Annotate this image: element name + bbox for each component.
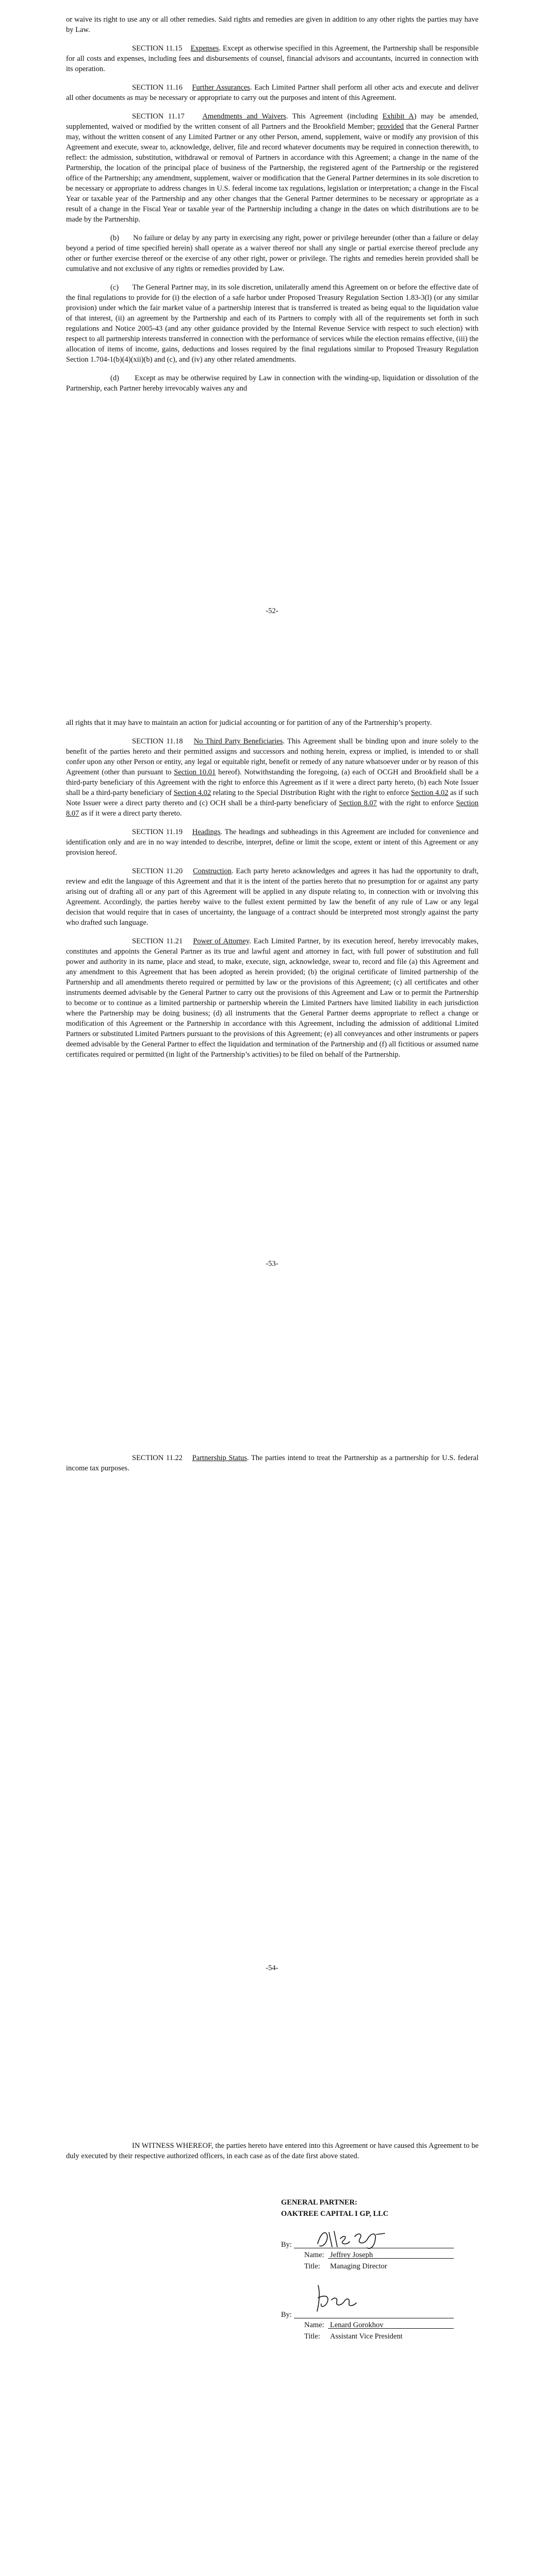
signature-jeffrey-joseph xyxy=(314,2223,391,2254)
signer-title: Assistant Vice President xyxy=(330,2332,403,2341)
page-number: -54- xyxy=(266,1964,278,1972)
section-11-15: SECTION 11.15 Expenses. Except as otherwise specified in this Agreement, the Partnership shall be responsible for all costs and expenses, including fees and disbursements of counsel, financial advisors and accountants, incurred in connection with its operation. xyxy=(66,44,479,73)
name-label: Name: xyxy=(304,2251,324,2259)
by-label: By: xyxy=(281,2241,292,2249)
title-label: Title: xyxy=(304,2262,320,2270)
paragraph-d: (d) Except as may be otherwise required by Law in connection with the winding-up, liquidation or dissolution of the Partnership, each Partner hereby irrevocably waives any and xyxy=(66,374,479,393)
section-11-17: SECTION 11.17 Amendments and Waivers. This Agreement (including Exhibit A) may be amended, supplemented, waived or modified by the written consent of all Partners and the Brookfield Member; provided that the General Partner may, without the written consent of any Limited Partner or any other Person, amend, supplement, waive or modify any provision of this Agreement and execute, swear to, acknowledge, deliver, file and record whatever documents may be required in connection therewith, to reflect: the admission, substitution, withdrawal or removal of Partners in accordance with this Agreement; a change in the name of the Partnership, the location of the principal place of business of the Partnership, the registered agent of the Partnership or the registered office of the Partnership; any amendment, supplement, waiver or modification that the General Partner determines in its sole discretion to be necessary or appropriate to address changes in U.S. federal income tax regulations, legislation or interpretation; a change in the Fiscal Year or taxable year of the Partnership and any other changes that the General Partner determines to be necessary or appropriate as a result of a change in the Fiscal Year or taxable year of the Partnership including a change in the dates on which distributions are to be made by the Partnership. xyxy=(66,112,479,224)
title-label: Title: xyxy=(304,2332,320,2341)
section-11-16: SECTION 11.16 Further Assurances. Each Limited Partner shall perform all other acts and execute and deliver all other documents as may be necessary or appropriate to carry out the purposes and intent of this Agreement. xyxy=(66,83,479,102)
paragraph-c: (c) The General Partner may, in its sole discretion, unilaterally amend this Agreement on or before the effective date of the final regulations to provide for (i) the election of a safe harbor under Proposed Treasury Regulation Section 1.83-3(l) (or any similar provision) under which the fair market value of a partnership interest that is transferred is treated as being equal to the liquidation value of that interest, (ii) an agreement by the Partnership and each of its Partners to comply with all of the requirements set forth in such regulations and Notice 2005-43 (and any other guidance provided by the Internal Revenue Service with respect to such election) with respect to all partnership interests transferred in connection with the performance of services while the election remains effective, (iii) the allocation of items of income, gains, deductions and losses required by the final regulations similar to Proposed Treasury Regulation Section 1.704-1(b)(4)(xii)(b) and (c), and (iv) any other related amendments. xyxy=(66,283,479,364)
paragraph-top: or waive its right to use any or all other remedies. Said rights and remedies are given in addition to any other rights the parties may have by Law. xyxy=(66,15,479,34)
page-53 xyxy=(0,703,544,1406)
page-54 xyxy=(0,1406,544,2110)
witness-paragraph: IN WITNESS WHEREOF, the parties hereto have entered into this Agreement or have caused this Agreement to be duly executed by their respective authorized officers, in each case as of the date first above stated. xyxy=(66,2142,479,2160)
section-11-21: SECTION 11.21 Power of Attorney. Each Limited Partner, by its execution hereof, hereby irrevocably makes, constitutes and appoints the General Partner as its true and lawful agent and attorney in fact, with full power of substitution and full power and authority in its name, place and stead, to make, execute, sign, acknowledge, swear to, record and file (a) this Agreement and any amendment to this Agreement that has been adopted as herein provided; (b) the original certificate of limited partnership of the Partnership and all amendments thereto required or permitted by law or the provisions of this Agreement; (c) all certificates and other instruments deemed advisable by the General Partner to carry out the provisions of this Agreement and Law or to permit the Partnership to become or to continue as a limited partnership or partnership wherein the Limited Partners have limited liability in each jurisdiction where the Partnership may be doing business; (d) all instruments that the General Partner deems appropriate to reflect a change or modification of this Agreement or the Partnership in accordance with this Agreement, including the admission of additional Limited Partners or substituted Limited Partners pursuant to the provisions of this Agreement; (e) all conveyances and other instruments or papers deemed advisable by the General Partner to effect the liquidation and termination of the Partnership and (f) all fictitious or assumed name certificates required or permitted (in light of the Partnership’s activities) to be filed on behalf of the Partnership. xyxy=(66,937,479,1059)
name-label: Name: xyxy=(304,2321,324,2329)
by-label: By: xyxy=(281,2311,292,2319)
signature-lenard-gorokhov xyxy=(312,2282,369,2314)
section-11-18: SECTION 11.18 No Third Party Beneficiaries. This Agreement shall be binding upon and inure solely to the benefit of the parties hereto and their permitted assigns and successors and nothing herein, express or implied, is intended to or shall confer upon any other Person or entity, any legal or equitable right, benefit or remedy of any nature whatsoever under or by reason of this Agreement (other than pursuant to Section 10.01 hereof). Notwithstanding the foregoing, (a) each of OCGH and Brookfield shall be a third-party beneficiary of this Agreement with the right to enforce this Agreement as if it were a direct party hereto, (b) each Note Issuer shall be a third-party beneficiary of Section 4.02 relating to the Special Distribution Right with the right to enforce Section 4.02 as if such Note Issuer were a direct party thereto and (c) OCH shall be a third-party beneficiary of Section 8.07 with the right to enforce Section 8.07 as if it were a direct party thereto. xyxy=(66,737,479,818)
page-number: -52- xyxy=(266,607,278,615)
signer-title: Managing Director xyxy=(330,2262,387,2270)
paragraph-top: all rights that it may have to maintain an action for judicial accounting or for partition of any of the Partnership’s property. xyxy=(66,719,432,727)
section-11-19: SECTION 11.19 Headings. The headings and subheadings in this Agreement are included for convenience and identification only and are in no way intended to describe, interpret, define or limit the scope, extent or intent of this Agreement or any provision hereof. xyxy=(66,828,479,857)
signer-name: Lenard Gorokhov xyxy=(330,2321,384,2329)
name-line xyxy=(328,2258,454,2259)
section-11-20: SECTION 11.20 Construction. Each party hereto acknowledges and agrees it has had the opportunity to draft, review and edit the language of this Agreement and that it is the intent of the parties hereto that no presumption for or against any party arising out of drafting all or any part of this Agreement will be applied in any dispute relating to, in connection with or involving this Agreement. Accordingly, the parties hereby waive to the fullest extent permitted by law the benefit of any rule of Law or any legal decision that would require that in cases of uncertainty, the language of a contract should be interpreted most strongly against the party who drafted such language. xyxy=(66,867,479,927)
signer-name: Jeffrey Joseph xyxy=(330,2251,373,2259)
name-line xyxy=(328,2328,454,2329)
paragraph-b: (b) No failure or delay by any party in exercising any right, power or privilege hereunder (other than a failure or delay beyond a period of time specified herein) shall operate as a waiver thereof nor shall any single or partial exercise thereof preclude any other or further exercise thereof or the exercise of any other right, power or privilege. The rights and remedies herein provided shall be cumulative and not exclusive of any rights or remedies provided by Law. xyxy=(66,234,479,273)
gp-name: OAKTREE CAPITAL I GP, LLC xyxy=(281,2210,389,2218)
gp-label: GENERAL PARTNER: xyxy=(281,2198,357,2207)
section-11-22: SECTION 11.22 Partnership Status. The parties intend to treat the Partnership as a partnership for U.S. federal income tax purposes. xyxy=(66,1454,479,1472)
signature-page xyxy=(0,2110,544,2576)
page-52 xyxy=(0,0,544,703)
page-number: -53- xyxy=(266,1260,278,1268)
